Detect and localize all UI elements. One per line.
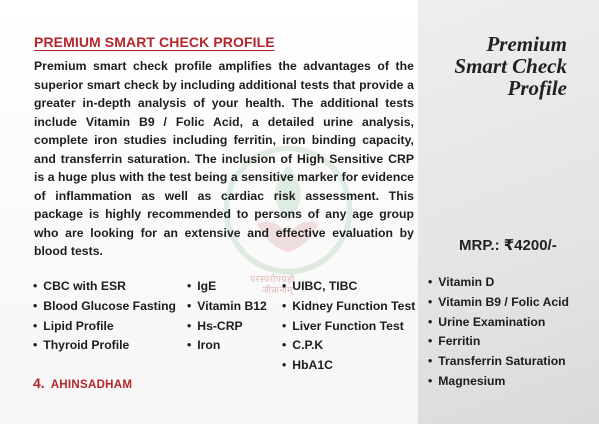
list-item: • Liver Function Test (282, 317, 415, 337)
panel-title-line-1: Premium (486, 32, 567, 56)
logo-number: 4. (33, 375, 45, 391)
profile-description: Premium smart check profile amplifies the advantages of the superior smart check by including additional tests that provide a greater in-depth analysis of your health. The additional tests include Vitamin B9 / Folic Acid, a detailed urine analysis, complete iron studies including ferritin, iron binding capacity, and transferrin saturation. The inclusion of High Sensitive CRP is a huge plus with the test being a sensitive marker for evidence of inflammation as well as cardiac risk assessment. This package is highly recommended to persons of any age group who are looking for an extensive and effective evaluation by blood tests. (34, 59, 414, 258)
list-item: • Vitamin D (428, 273, 569, 293)
panel-title (407, 33, 567, 99)
list-item: • Urine Examination (428, 313, 569, 333)
list-item: • CBC with ESR (33, 277, 176, 297)
list-item: • Thyroid Profile (33, 336, 176, 356)
brand-logo (33, 375, 132, 391)
list-item: • Lipid Profile (33, 317, 176, 337)
list-item: • Magnesium (428, 372, 569, 392)
list-item: • HbA1C (282, 356, 415, 376)
list-item: • Transferrin Saturation (428, 352, 569, 372)
list-item: • Ferritin (428, 332, 569, 352)
list-item: • Kidney Function Test (282, 297, 415, 317)
panel-title-line-3: Profile (507, 76, 567, 100)
watermark-text-2: जीवानाम् (262, 285, 294, 295)
list-item: • Hs-CRP (187, 317, 267, 337)
panel-title-line-2: Smart Check (454, 54, 567, 78)
tests-list-col3 (282, 277, 415, 376)
list-item: • UIBC, TIBC (282, 277, 415, 297)
watermark-text-1: परस्परोपग्रहो (250, 274, 295, 284)
list-item: • C.P.K (282, 336, 415, 356)
list-item: • IgE (187, 277, 267, 297)
list-item: • Vitamin B9 / Folic Acid (428, 293, 569, 313)
logo-name: AHINSADHAM (50, 379, 133, 391)
list-item: • Iron (187, 336, 267, 356)
tests-list-col4 (428, 273, 569, 392)
tests-list-col2 (187, 277, 267, 356)
list-item: • Blood Glucose Fasting (33, 297, 176, 317)
price-label: MRP.: ₹4200/- (459, 237, 557, 254)
tests-list-col1 (33, 277, 176, 356)
page-heading: PREMIUM SMART CHECK PROFILE (34, 34, 275, 50)
list-item: • Vitamin B12 (187, 297, 267, 317)
